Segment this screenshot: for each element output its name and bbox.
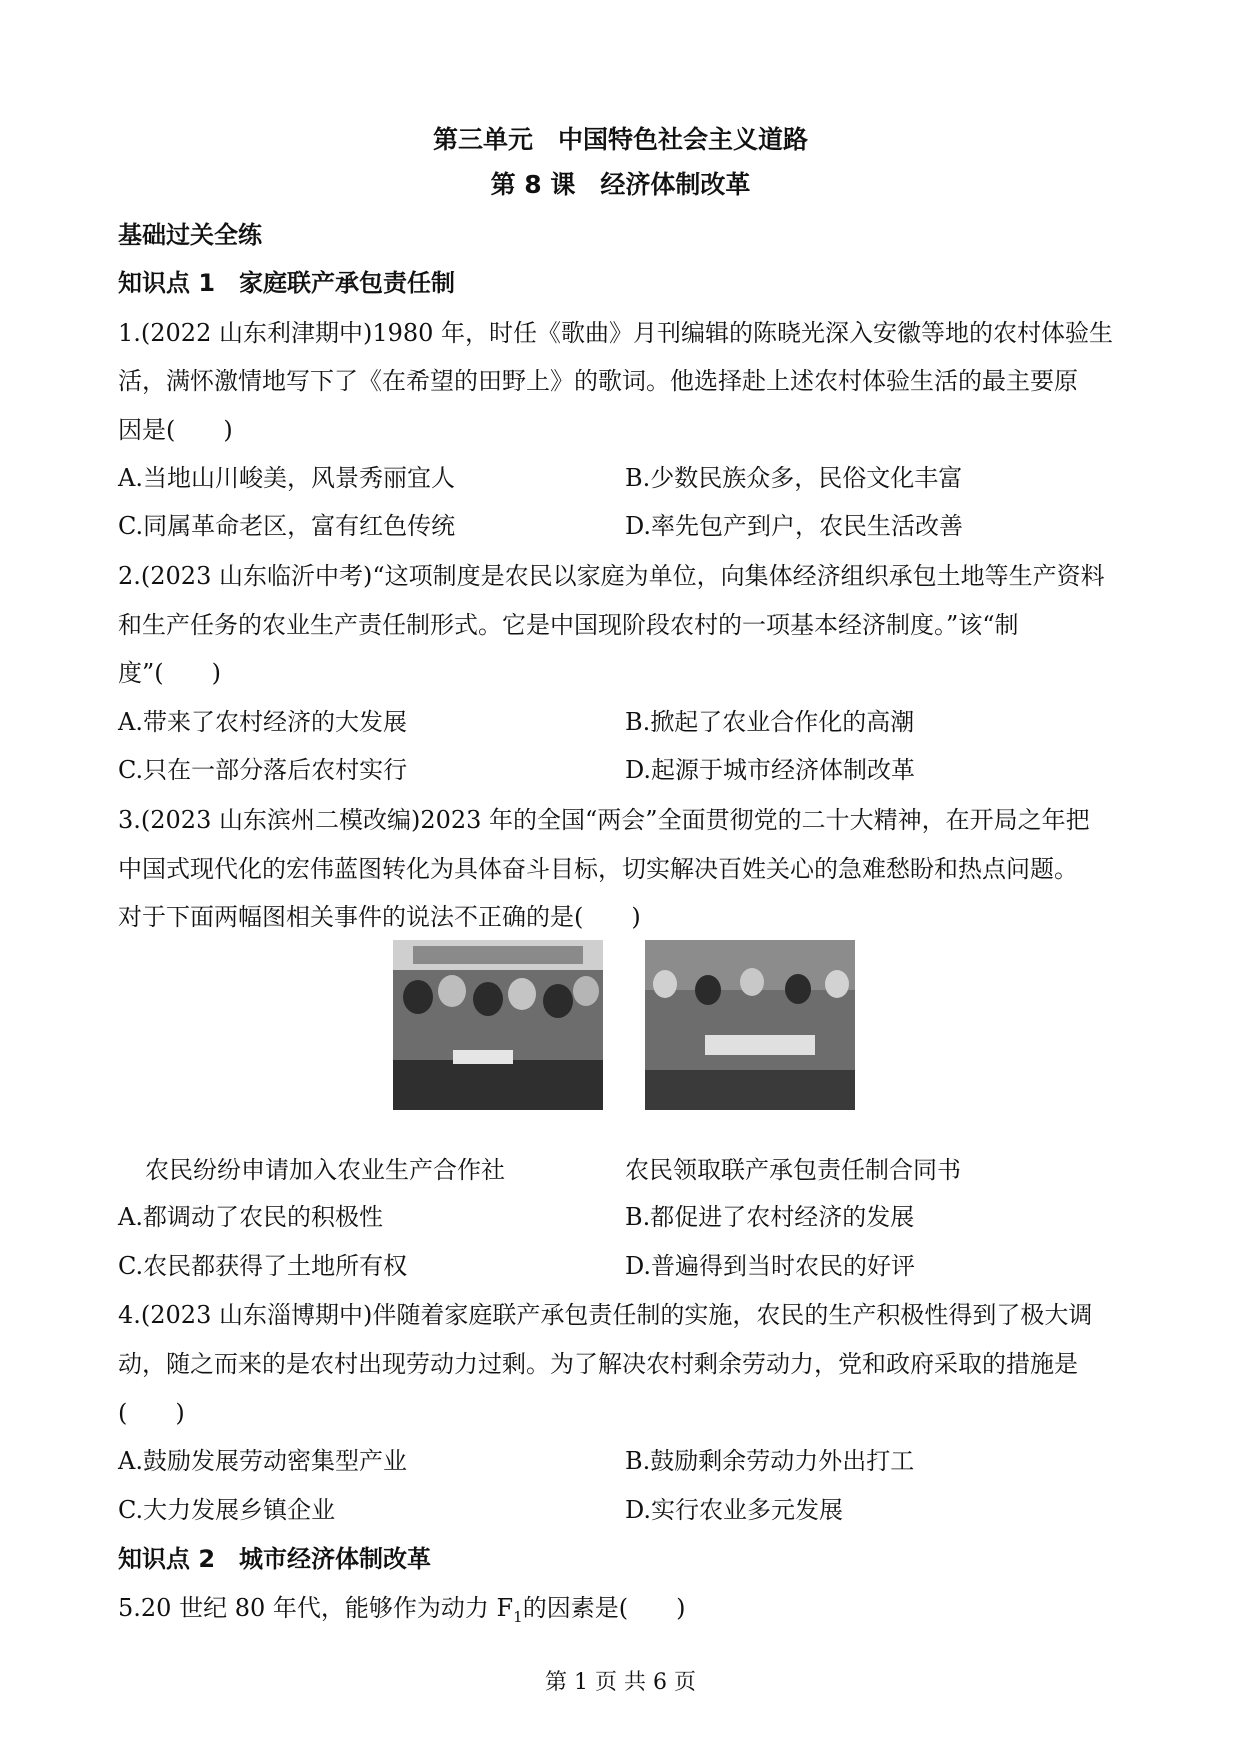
photo-cooperative-application	[393, 940, 603, 1110]
q4-option-b: B.鼓励剩余劳动力外出打工	[625, 1447, 915, 1475]
lesson-title: 第 8 课 经济体制改革	[490, 170, 751, 199]
q3-caption-left: 农民纷纷申请加入农业生产合作社	[145, 1156, 505, 1184]
unit-title: 第三单元 中国特色社会主义道路	[432, 125, 808, 154]
q1-option-b: B.少数民族众多，民俗文化丰富	[625, 464, 963, 492]
q4-option-d: D.实行农业多元发展	[625, 1496, 844, 1524]
q2-option-c: C.只在一部分落后农村实行	[118, 756, 408, 784]
knowledge-point-1: 知识点 1 家庭联产承包责任制	[118, 269, 456, 297]
q4-option-a: A.鼓励发展劳动密集型产业	[118, 1447, 407, 1475]
q2-option-a: A.带来了农村经济的大发展	[118, 708, 407, 736]
q3-caption-right: 农民领取联产承包责任制合同书	[625, 1156, 961, 1184]
q2-line-3: 度”( )	[118, 659, 221, 687]
q3-option-d: D.普遍得到当时农民的好评	[625, 1252, 916, 1280]
q2-line-2: 和生产任务的农业生产责任制形式。它是中国现阶段农村的一项基本经济制度。”该“制	[118, 611, 1019, 639]
q5-prefix: 5.20 世纪 80 年代，能够作为动力 F	[118, 1594, 514, 1622]
knowledge-point-2: 知识点 2 城市经济体制改革	[118, 1545, 432, 1573]
q5-subscript: 1	[513, 1607, 523, 1626]
q1-option-a: A.当地山川峻美，风景秀丽宜人	[118, 464, 455, 492]
q3-line-1: 3.(2023 山东滨州二模改编)2023 年的全国“两会”全面贯彻党的二十大精神，在开局之年把	[118, 806, 1090, 834]
page-footer: 第 1 页 共 6 页	[545, 1670, 696, 1695]
q4-line-1: 4.(2023 山东淄博期中)伴随着家庭联产承包责任制的实施，农民的生产积极性得到了极大调	[118, 1301, 1093, 1329]
q1-line-3: 因是( )	[118, 416, 233, 444]
photo-contract-distribution	[645, 940, 855, 1110]
q1-option-d: D.率先包产到户，农民生活改善	[625, 512, 964, 540]
q3-option-b: B.都促进了农村经济的发展	[625, 1203, 915, 1231]
q4-line-3: ( )	[118, 1399, 185, 1427]
q4-option-c: C.大力发展乡镇企业	[118, 1496, 336, 1524]
q5-line-1	[118, 1588, 1128, 1626]
q3-option-c: C.农民都获得了土地所有权	[118, 1252, 408, 1280]
section-heading: 基础过关全练	[118, 221, 262, 249]
q3-line-3: 对于下面两幅图相关事件的说法不正确的是( )	[118, 903, 641, 931]
q4-line-2: 动，随之而来的是农村出现劳动力过剩。为了解决农村剩余劳动力，党和政府采取的措施是	[118, 1350, 1078, 1378]
q2-line-1: 2.(2023 山东临沂中考)“这项制度是农民以家庭为单位，向集体经济组织承包土地等生产资料	[118, 562, 1105, 590]
q1-line-1: 1.(2022 山东利津期中)1980 年，时任《歌曲》月刊编辑的陈晓光深入安徽等地的农村体验生	[118, 319, 1114, 347]
q2-option-d: D.起源于城市经济体制改革	[625, 756, 916, 784]
q1-option-c: C.同属革命老区，富有红色传统	[118, 512, 456, 540]
q1-line-2: 活，满怀激情地写下了《在希望的田野上》的歌词。他选择赴上述农村体验生活的最主要原	[118, 367, 1078, 395]
q3-option-a: A.都调动了农民的积极性	[118, 1203, 383, 1231]
q2-option-b: B.掀起了农业合作化的高潮	[625, 708, 915, 736]
q5-suffix: 的因素是( )	[522, 1594, 686, 1622]
q3-line-2: 中国式现代化的宏伟蓝图转化为具体奋斗目标，切实解决百姓关心的急难愁盼和热点问题。	[118, 855, 1078, 883]
